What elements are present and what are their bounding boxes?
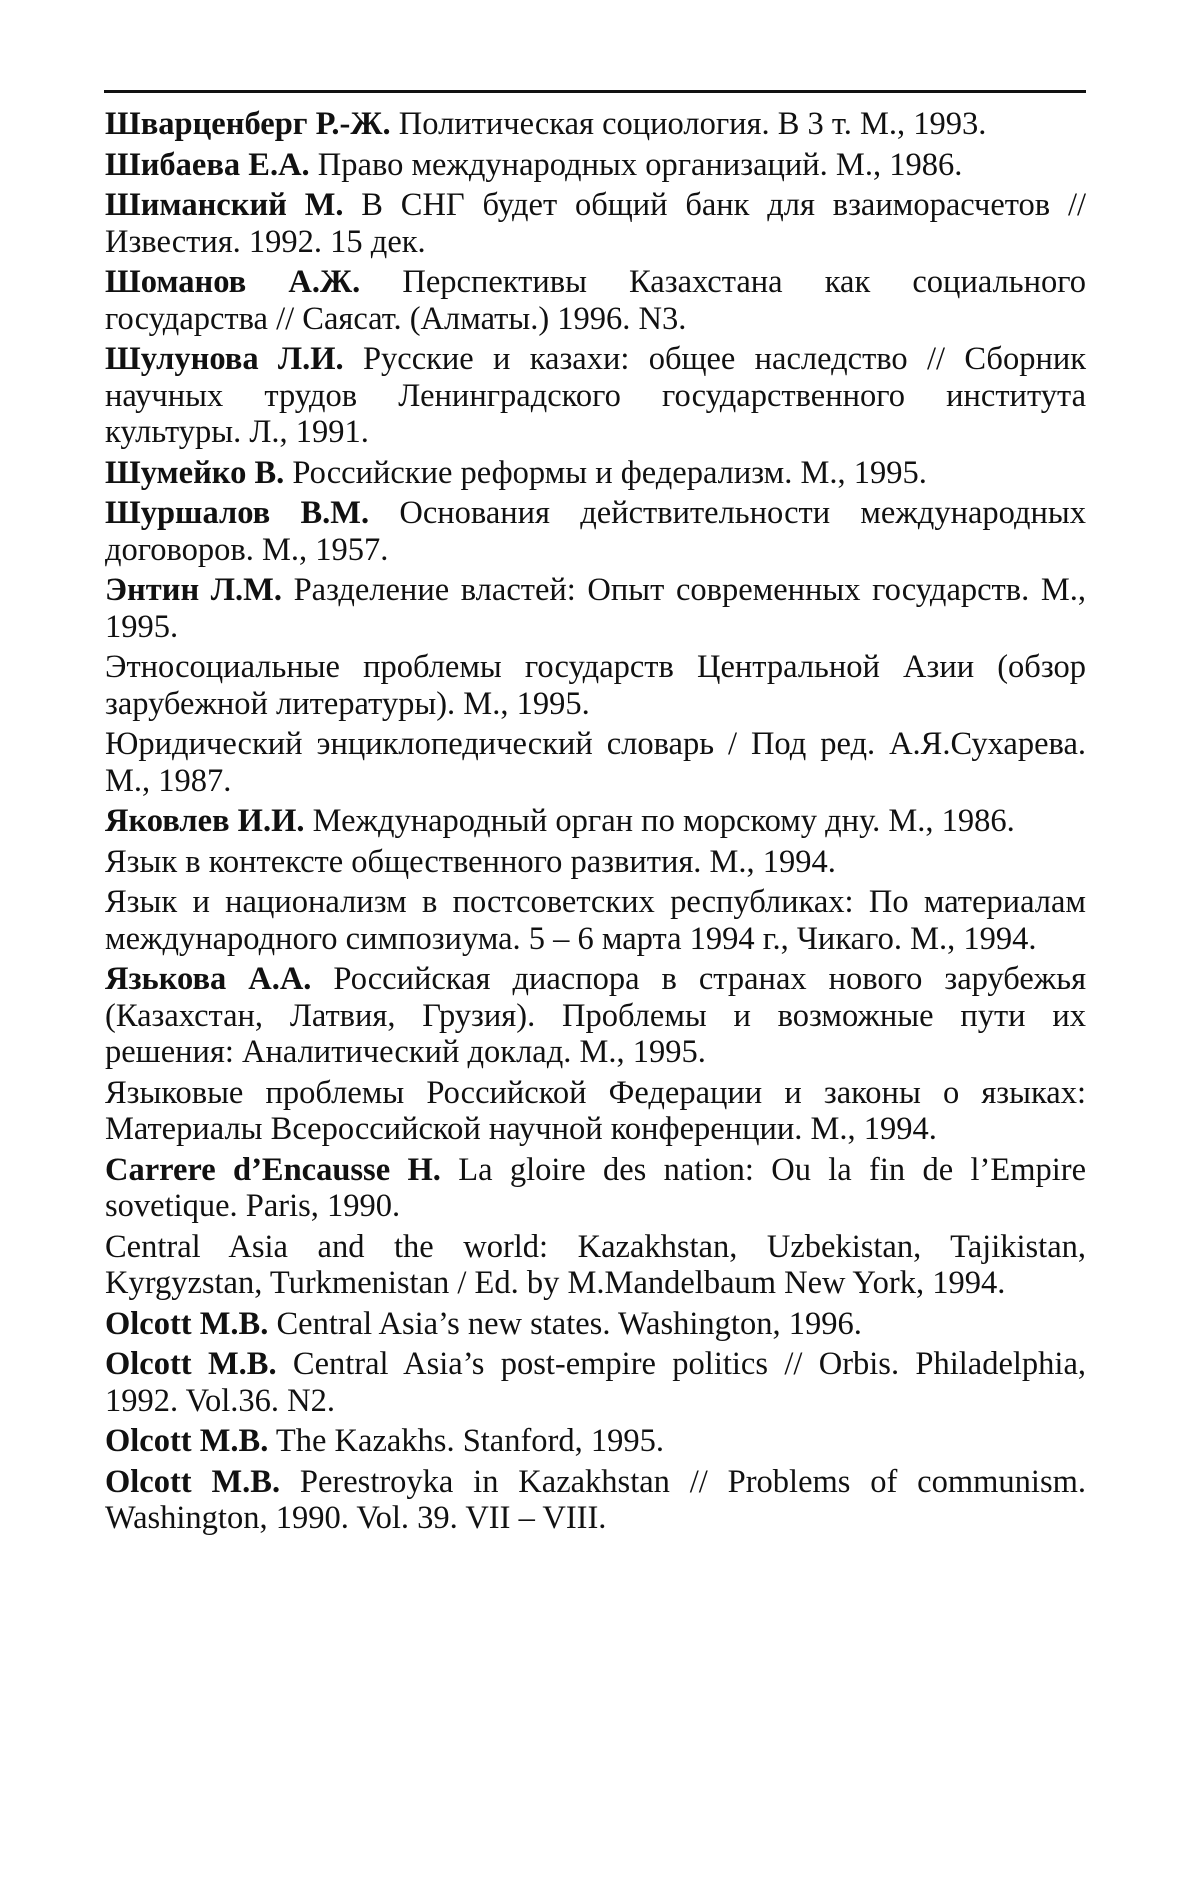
entry-text: Этносоциальные проблемы государств Центральной Азии (обзор зарубежной литературы). М., 1995.: [105, 649, 1086, 722]
bibliography-entry: [105, 1306, 1086, 1343]
top-rule: [104, 90, 1086, 93]
entry-author: Шуршалов В.М.: [105, 495, 370, 531]
entry-text: Российская диаспора в странах нового зарубежья (Казахстан, Латвия, Грузия). Проблемы и возможные пути их решения: Аналитический доклад. М., 1995.: [105, 961, 1087, 1070]
entry-text: Перспективы Казахстана как социального государства // Саясат. (Алматы.) 1996. N3.: [105, 264, 1087, 337]
bibliography-entry: [105, 803, 1086, 840]
bibliography-entry: [105, 106, 1086, 143]
bibliography-entry: [105, 1464, 1086, 1537]
entry-author: Шибаева Е.А.: [105, 146, 310, 183]
bibliography-entry: [105, 961, 1086, 1071]
bibliography-entry: [105, 884, 1086, 957]
entry-text: Perestroyka in Kazakhstan // Problems of communism. Washington, 1990. Vol. 39. VII – VIII.: [105, 1463, 1087, 1536]
entry-author: Яковлев И.И.: [105, 803, 305, 839]
bibliography-entry: [105, 1229, 1086, 1302]
bibliography-entry: [105, 1423, 1086, 1460]
entry-author: Шоманов А.Ж.: [105, 264, 361, 300]
bibliography-entry: [105, 187, 1086, 260]
entry-text: Российские реформы и федерализм. М., 1995.: [292, 454, 927, 491]
bibliography-entry: [105, 726, 1086, 799]
entry-author: Язькова А.А.: [105, 961, 312, 997]
bibliography-entry: [105, 264, 1086, 337]
bibliography-entry: [105, 495, 1086, 568]
bibliography-entry: [105, 147, 1086, 184]
entry-author: Шварценберг Р.-Ж.: [105, 106, 391, 142]
bibliography-entry: [105, 572, 1086, 645]
bibliography-entry: [105, 455, 1086, 492]
entry-author: Энтин Л.М.: [105, 572, 282, 608]
entry-text: Политическая социология. В 3 т. М., 1993.: [398, 106, 987, 142]
bibliography-entry: [105, 1346, 1086, 1419]
entry-text: Юридический энциклопедический словарь / Под ред. А.Я.Сухарева. М., 1987.: [105, 726, 1086, 799]
entry-author: Olcott M.B.: [105, 1423, 269, 1459]
entry-text: Разделение властей: Опыт современных государств. М., 1995.: [105, 572, 1086, 645]
entry-text: Русские и казахи: общее наследство // Сборник научных трудов Ленинградского государственного института культуры. Л., 1991.: [105, 341, 1087, 450]
entry-author: Olcott M.B.: [105, 1346, 277, 1382]
bibliography-entry: [105, 341, 1086, 451]
entry-text: Языковые проблемы Российской Федерации и законы о языках: Материалы Всероссийской научной конференции. М., 1994.: [105, 1074, 1086, 1147]
bibliography-entry: [105, 649, 1086, 722]
entry-text: Международный орган по морскому дну. М., 1986.: [312, 803, 1015, 839]
bibliography-entry: [105, 1075, 1086, 1148]
entry-author: Olcott M.B.: [105, 1305, 269, 1342]
entry-author: Olcott M.B.: [105, 1463, 281, 1500]
entry-author: Carrere d’Encausse H.: [105, 1151, 441, 1188]
entry-text: В СНГ будет общий банк для взаиморасчетов // Известия. 1992. 15 дек.: [105, 187, 1087, 260]
entry-text: Central Asia’s new states. Washington, 1996.: [276, 1305, 862, 1342]
bibliography-entry: [105, 1152, 1086, 1225]
entry-text: The Kazakhs. Stanford, 1995.: [275, 1423, 665, 1459]
entry-text: Основания действительности международных договоров. М., 1957.: [105, 495, 1086, 568]
entry-text: Central Asia and the world: Kazakhstan, Uzbekistan, Tajikistan, Kyrgyzstan, Turkmenistan / Ed. by M.Mandelbaum New York, 1994.: [105, 1228, 1086, 1301]
bibliography-entry: [105, 844, 1086, 881]
entry-author: Шиманский М.: [105, 187, 344, 223]
entry-text: Язык в контексте общественного развития. М., 1994.: [105, 843, 836, 880]
entry-text: La gloire des nation: Ou la fin de l’Empire sovetique. Paris, 1990.: [105, 1151, 1087, 1224]
entry-text: Право международных организаций. М., 1986.: [317, 146, 963, 183]
bibliography-list: [105, 106, 1086, 1541]
entry-text: Central Asia’s post-empire politics // Orbis. Philadelphia, 1992. Vol.36. N2.: [105, 1346, 1086, 1419]
entry-text: Язык и национализм в постсоветских республиках: По материалам международного симпозиума. 5 – 6 марта 1994 г., Чикаго. М., 1994.: [105, 884, 1086, 957]
entry-author: Шулунова Л.И.: [105, 341, 344, 377]
entry-author: Шумейко В.: [105, 454, 285, 491]
